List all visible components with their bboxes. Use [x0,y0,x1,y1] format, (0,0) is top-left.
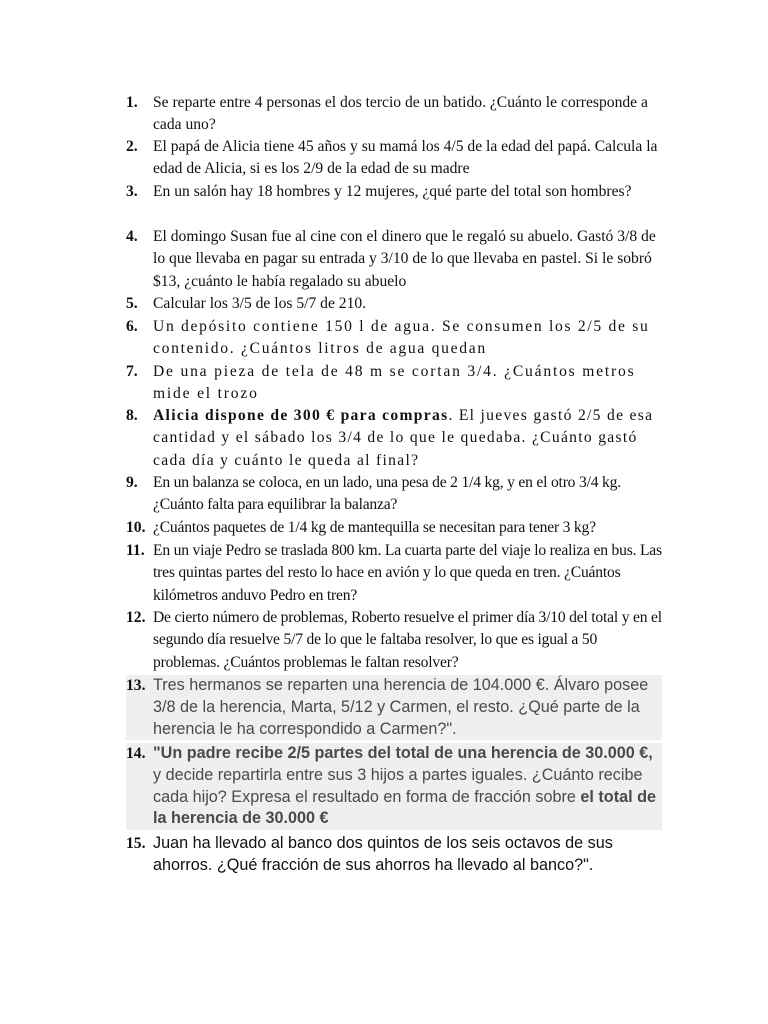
problem-3 [126,181,662,203]
problem-text-bold: Alicia dispone de 300 € para compras [153,407,449,424]
problem-text: Calcular los 3/5 de los 5/7 de 210. [153,295,367,312]
problem-text: De cierto número de problemas, Roberto resuelve el primer día 3/10 del total y en el segundo día resuelve 5/7 de lo que le faltaba resolver, lo que es igual a 50 problemas. ¿Cuántos problemas le faltan resolver? [153,609,662,671]
problem-6 [126,316,662,361]
problem-number: 5. [126,295,138,312]
problem-text: Tres hermanos se reparten una herencia de 104.000 €. Álvaro posee 3/8 de la herencia, Marta, 5/12 y Carmen, el resto. ¿Qué parte de la herencia le ha correspondido a Carmen?". [126,675,662,740]
problem-text: En un viaje Pedro se traslada 800 km. La cuarta parte del viaje lo realiza en bus. Las tres quintas partes del resto lo hace en avión y lo que queda en tren. ¿Cuántos kilómetros anduvo Pedro en tren? [153,542,662,604]
problem-text [126,743,662,830]
problem-4 [126,226,662,293]
problem-text [126,405,662,472]
problem-1 [126,92,662,137]
problem-number: 15. [126,835,146,852]
problem-text: De una pieza de tela de 48 m se cortan 3/4. ¿Cuántos metros mide el trozo [153,363,636,403]
problem-15 [126,833,662,877]
problem-text-bold: "Un padre recibe 2/5 partes del total de una herencia de 30.000 €, [153,744,653,762]
problem-text: En un salón hay 18 hombres y 12 mujeres, ¿qué parte del total son hombres? [153,183,632,200]
problem-12 [126,607,662,674]
problem-text: Un depósito contiene 150 l de agua. Se consumen los 2/5 de su contenido. ¿Cuántos litros de agua quedan [153,318,650,358]
problem-number: 11. [126,542,145,559]
problem-number: 4. [126,228,138,245]
problem-11 [126,540,662,607]
problem-number: 12. [126,609,146,626]
problem-text: ¿Cuántos paquetes de 1/4 kg de mantequilla se necesitan para tener 3 kg? [153,519,596,536]
problem-text: Juan ha llevado al banco dos quintos de los seis octavos de sus ahorros. ¿Qué fracción de sus ahorros ha llevado al banco?". [153,834,613,874]
problem-number: 13. [126,677,146,694]
problem-number: 3. [126,183,138,200]
problem-number: 14. [126,745,146,762]
problem-10 [126,517,662,539]
problem-number: 9. [126,474,138,491]
problem-number: 10. [126,519,146,536]
problem-number: 8. [126,407,138,424]
problem-text: El papá de Alicia tiene 45 años y su mamá los 4/5 de la edad del papá. Calcula la edad de Alicia, si es los 2/9 de la edad de su madre [153,138,658,178]
problem-text: El domingo Susan fue al cine con el dinero que le regaló su abuelo. Gastó 3/8 de lo que llevaba en pagar su entrada y 3/10 de lo que llevaba en pastel. Si le sobró $13, ¿cuánto le había regalado su abuelo [153,228,656,290]
problem-9 [126,472,662,517]
problem-text: En un balanza se coloca, en un lado, una pesa de 2 1/4 kg, y en el otro 3/4 kg. ¿Cuánto falta para equilibrar la balanza? [153,474,621,514]
problem-14 [126,743,662,830]
problem-number: 2. [126,138,138,155]
problem-text-rest: . El jueves gastó 2/5 de esa cantidad y el sábado los 3/4 de lo que le quedaba. ¿Cuánto gastó cada día y cuánto le queda al final? [153,407,654,469]
problem-13 [126,675,662,740]
problem-text-bold-end: el total de la herencia de 30.000 € [153,787,656,828]
problem-8 [126,405,662,472]
problem-number: 1. [126,94,138,111]
problem-number: 7. [126,363,138,380]
problem-2 [126,136,662,181]
problem-7 [126,361,662,406]
problem-text-mid: y decide repartirla entre sus 3 hijos a partes iguales. ¿Cuánto recibe cada hijo? Expresa el resultado en forma de fracción sobre [153,765,643,806]
problem-text: Se reparte entre 4 personas el dos tercio de un batido. ¿Cuánto le corresponde a cada uno? [153,94,648,134]
problem-number: 6. [126,318,138,335]
problem-5 [126,293,662,315]
